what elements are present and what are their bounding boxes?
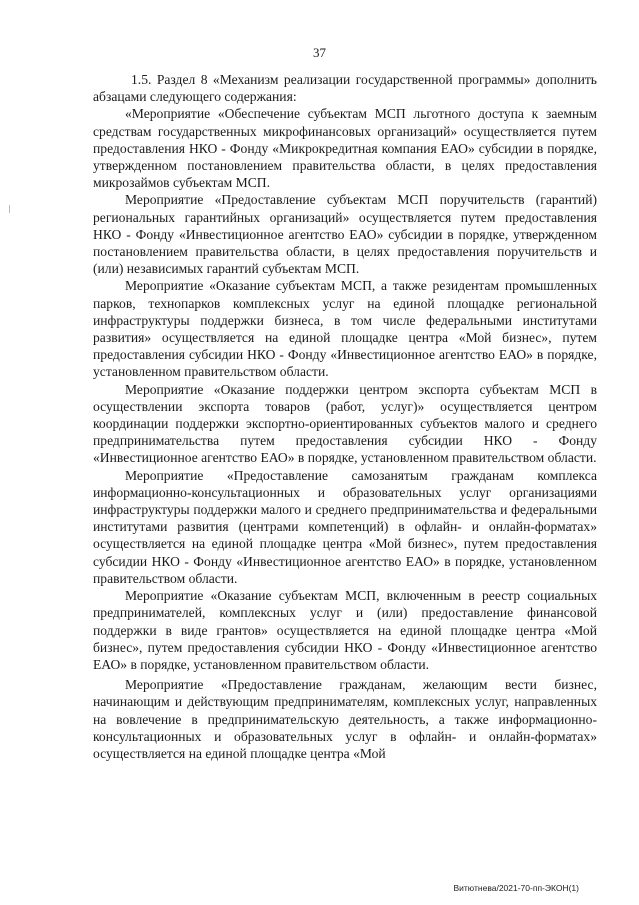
margin-mark: [9, 205, 10, 213]
document-footer-code: Витютнева/2021-70-пп-ЭКОН(1): [453, 883, 579, 893]
paragraph-export-support: Мероприятие «Оказание поддержки центром экспорта субъектам МСП в осуществлении экспорта товаров (работ, услуг)» осуществляется центром координации поддержки экспортно-ориентированных субъектов малого и среднего предпринимательства путем предоставления субсидии НКО - Фонду «Инвестиционное агентство ЕАО» в порядке, установленном правительством области.: [93, 381, 597, 466]
paragraph-section-header: 1.5. Раздел 8 «Механизм реализации государственной программы» дополнить абзацами следующего содержания:: [93, 72, 597, 105]
document-body: [93, 71, 597, 762]
paragraph-self-employed: Мероприятие «Предоставление самозанятым гражданам комплекса информационно-консультационных и образовательных услуг организациями инфраструктуры поддержки малого и среднего предпринимательства и федеральными институтами развития (центрами компетенций) в офлайн- и онлайн-форматах» осуществляется на единой площадке центра «Мой бизнес», путем предоставления субсидии НКО - Фонду «Инвестиционное агентство ЕАО» в порядке, установленном правительством области.: [93, 467, 597, 586]
paragraph-social-entrepreneurs: Мероприятие «Оказание субъектам МСП, включенным в реестр социальных предпринимателей, комплексных услуг и (или) предоставление финансовой поддержки в виде грантов» осуществляется на единой площадке центра «Мой бизнес», путем предоставления субсидии НКО - Фонду «Инвестиционное агентство ЕАО» в порядке, установленном правительством области.: [93, 588, 597, 672]
paragraph-complex-services: Мероприятие «Оказание субъектам МСП, а также резидентам промышленных парков, технопарков комплексных услуг на единой площадке региональной инфраструктуры поддержки бизнеса, в том числе федеральными институтами развития» осуществляется на единой площадке центра «Мой бизнес», путем предоставления субсидии НКО - Фонду «Инвестиционное агентство ЕАО» в порядке, установленном правительством области.: [93, 278, 597, 380]
paragraph-guarantees: Мероприятие «Предоставление субъектам МСП поручительств (гарантий) региональных гарантийных организаций» осуществляется путем предоставления НКО - Фонду «Инвестиционное агентство ЕАО» субсидии в порядке, утвержденном постановлением правительства области, в целях предоставления поручительств и (или) независимых гарантий субъектам МСП.: [93, 192, 597, 277]
paragraph-citizens-business: Мероприятие «Предоставление гражданам, желающим вести бизнес, начинающим и действующим предпринимателям, комплексных услуг, направленных на вовлечение в предпринимательскую деятельность, а также информационно-консультационных и образовательных услуг в офлайн- и онлайн-форматах» осуществляется на единой площадке центра «Мой: [93, 677, 597, 761]
paragraph-microloans: «Мероприятие «Обеспечение субъектам МСП льготного доступа к заемным средствам государственных микрофинансовых организаций» осуществляется путем предоставления НКО - Фонду «Микрокредитная компания ЕАО» субсидии в порядке, утвержденном постановлением правительства области, в целях предоставления микрозаймов субъектам МСП.: [93, 106, 597, 191]
page-number: 37: [313, 45, 326, 60]
